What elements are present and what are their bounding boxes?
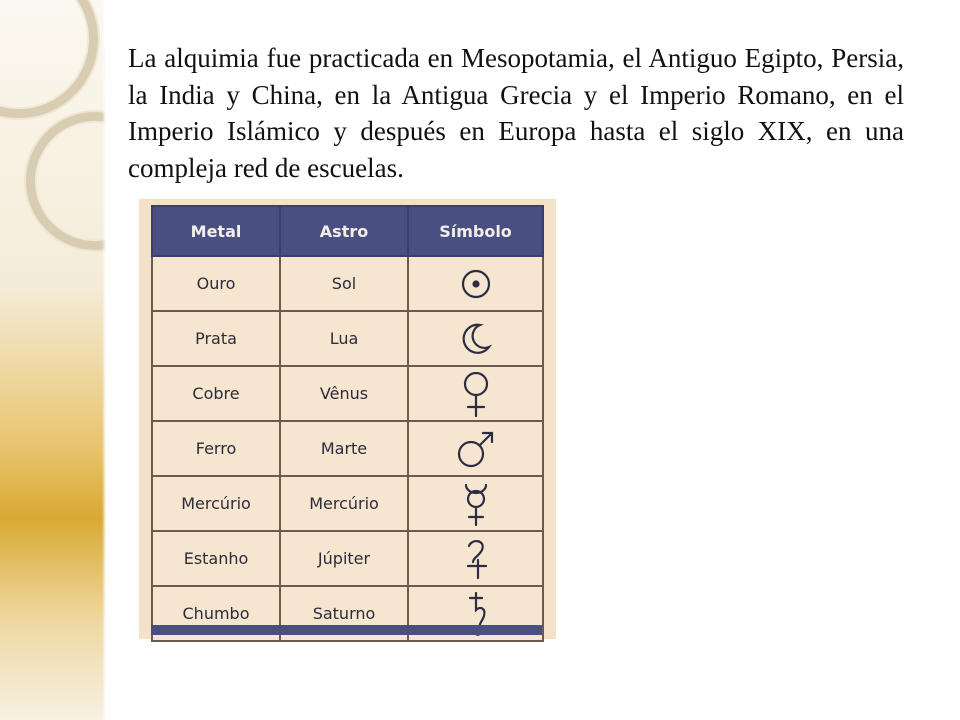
astro-cell: Júpiter — [280, 531, 408, 586]
mercury-symbol-icon — [456, 481, 496, 527]
table-row — [152, 256, 543, 311]
table-row — [152, 476, 543, 531]
moon-symbol-icon — [456, 319, 496, 359]
metal-cell: Cobre — [152, 366, 280, 421]
metal-cell: Prata — [152, 311, 280, 366]
header-symbol: Símbolo — [408, 206, 543, 256]
table-row — [152, 421, 543, 476]
astro-cell: Saturno — [280, 586, 408, 641]
intro-paragraph: La alquimia fue practicada en Mesopotamia, el Antiguo Egipto, Persia, la India y China, en la Antigua Grecia y el Imperio Romano, en el Imperio Islámico y después en Europa hasta el siglo XIX, en una compleja red de escuelas. — [128, 43, 904, 183]
metal-cell: Ferro — [152, 421, 280, 476]
astro-cell: Mercúrio — [280, 476, 408, 531]
header-metal: Metal — [152, 206, 280, 256]
decorative-ring-middle — [26, 112, 106, 250]
decorative-ring-top — [0, 0, 98, 118]
table-bottom-bar — [151, 625, 542, 635]
metal-cell: Ouro — [152, 256, 280, 311]
table-header-row — [152, 206, 543, 256]
sun-symbol-icon — [456, 264, 496, 304]
venus-symbol-icon — [456, 370, 496, 418]
table-row — [152, 311, 543, 366]
alchemy-table-image — [139, 199, 556, 639]
jupiter-symbol-icon — [456, 536, 496, 582]
header-astro: Astro — [280, 206, 408, 256]
metal-cell: Chumbo — [152, 586, 280, 641]
table-row — [152, 531, 543, 586]
metal-cell: Estanho — [152, 531, 280, 586]
metals-table — [151, 205, 544, 642]
astro-cell: Vênus — [280, 366, 408, 421]
decorative-flask-background — [0, 0, 106, 720]
mars-symbol-icon — [454, 427, 498, 471]
table-row — [152, 366, 543, 421]
astro-cell: Marte — [280, 421, 408, 476]
metal-cell: Mercúrio — [152, 476, 280, 531]
astro-cell: Lua — [280, 311, 408, 366]
astro-cell: Sol — [280, 256, 408, 311]
